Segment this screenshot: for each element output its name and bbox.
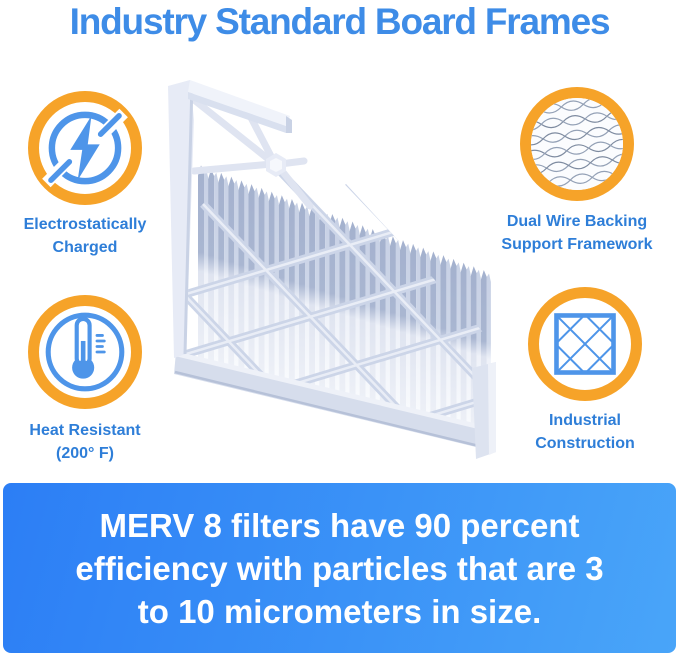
merv-banner [3,483,676,653]
feature-label-electrostatically-charged [0,213,170,259]
lightning-bolt-icon [39,102,131,194]
feature-label-dual-wire-backing [487,210,667,256]
feature-dual-wire-backing [520,87,634,201]
feature-label-line: Charged [52,239,118,256]
page-title: Industry Standard Board Frames [69,1,610,42]
feature-heat-resistant [28,295,142,409]
feature-electrostatically-charged [28,91,142,205]
feature-label-line: Dual Wire Backing [506,213,648,230]
pleated-air-filter-image [158,72,506,472]
feature-label-line: Electrostatically [23,216,147,233]
feature-industrial-construction [528,287,642,401]
wire-mesh-icon [531,98,623,190]
filter-top-flap-cap [286,116,292,133]
filter-right-foot-face [488,362,496,455]
thermometer-icon [39,306,131,398]
banner-line: to 10 micrometers in size. [137,593,542,630]
banner-line: MERV 8 filters have 90 percent [99,507,580,544]
feature-label-line: (200° F) [56,445,114,462]
feature-label-line: Industrial [548,412,621,429]
lattice-node-hole [270,158,282,172]
feature-label-line: Heat Resistant [29,422,141,439]
banner-line: efficiency with particles that are 3 [75,550,604,587]
feature-label-line: Construction [535,435,635,452]
feature-label-industrial-construction [495,409,675,455]
feature-label-line: Support Framework [501,236,653,253]
feature-label-heat-resistant [0,419,170,465]
diamond-lattice-icon [539,298,631,390]
